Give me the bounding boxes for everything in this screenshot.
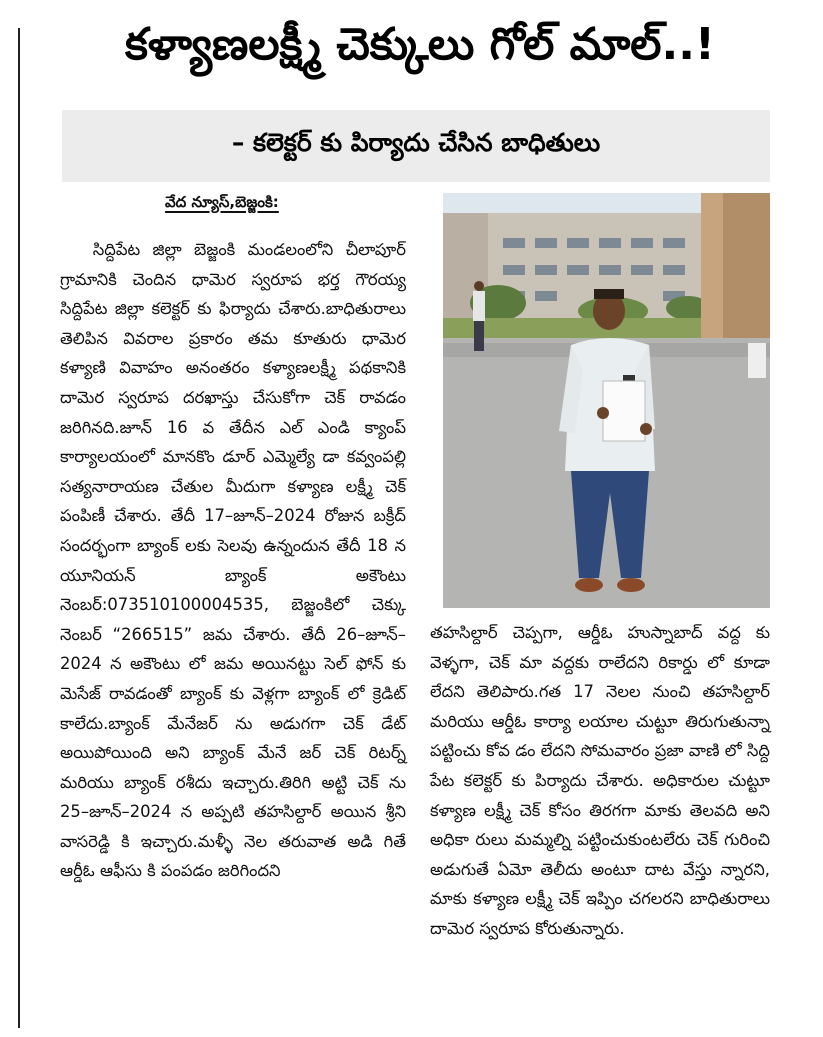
photo-illustration: [443, 193, 770, 608]
news-photo: [443, 193, 770, 608]
column-rule: [18, 28, 20, 1028]
subheadline-banner: [62, 110, 770, 182]
body-paragraph-left: సిద్దిపేట జిల్లా బెజ్జంకి మండలంలోని చీలాపూర్ గ్రామానికి చెందిన ధామెర స్వరూప భర్త గౌరయ్య సిద్దిపేట జిల్లా కలెక్టర్ కు ఫిర్యాదు చేశారు.బాధితురాలు తెలిపిన వివరాల ప్రకారం తమ కూతురు ధామెర కళ్యాణి వివాహం అనంతరం కళ్యాణలక్ష్మీ పథకానికి దామెర స్వరూప దరఖాస్తు చేసుకోగా చెక్ రావడం జరిగినది.జూన్ 16 వ తేదీన ఎల్ ఎండి క్యాంప్ కార్యాలయంలో మానకొం డూర్ ఎమ్మెల్యే డా కవ్వంపల్లి సత్యనారాయణ చేతుల మీదుగా కళ్యాణ లక్ష్మీ చెక్ పంపిణీ చేశారు. తేదీ 17–జూన్–2024 రోజున బక్రీద్ సందర్భంగా బ్యాంక్ లకు సెలవు ఉన్నందున తేదీ 18 న యూనియన్ బ్యాంక్ అకౌంటు నెంబర్:073510100004535, బెజ్జంకిలో చెక్కు నెంబర్ “266515” జమ చేశారు. తేదీ 26–జూన్–2024 న అకౌంటు లో జమ అయినట్టు సెల్ ఫోన్ కు మెసేజ్ రావడంతో బ్యాంక్ కు వెళ్లగా బ్యాంక్ లో క్రెడిట్ కాలేదు.బ్యాంక్ మేనేజర్ ను అడుగగా చెక్ డేట్ అయిపోయింది అని బ్యాంక్ మేనే జర్ చెక్ రిటర్న్ మరియు బ్యాంక్ రశీదు ఇచ్చారు.తిరిగి అట్టి చెక్ ను 25–జూన్–2024 న అప్పటి తహసిల్దార్ అయిన శ్రీని వాసరెడ్డి కి ఇచ్చారు.మళ్ళీ నెల తరువాత అడి గితే ఆర్డీఓ ఆఫీసు కి పంపడం జరిగిందని: [60, 240, 406, 881]
headline: కళ్యాణలక్ష్మీ చెక్కులు గోల్ మాల్..!: [124, 19, 715, 70]
article-body-right: [430, 618, 770, 998]
body-paragraph-right: తహసిల్దార్ చెప్పగా, ఆర్డీఓ హుస్నాబాద్ వద్ద కు వెళ్ళగా, చెక్ మా వద్దకు రాలేదని రికార్డు లో కూడా లేదని తెలిపారు.గత 17 నెలల నుంచి తహసిల్దార్ మరియు ఆర్డీఓ కార్యా లయాల చుట్టూ తిరుగుతున్నా పట్టించు కోవ డం లేదని సోమవారం ప్రజా వాణి లో సిద్ది పేట కలెక్టర్ కు పిర్యాదు చేశారు. అధికారుల చుట్టూ కళ్యాణ లక్ష్మీ చెక్ కోసం తిరగగా మాకు తెలవది అని అధికా రులు మమ్మల్ని పట్టించుకుంటలేరు చెక్ గురించి అడుగుతే ఏమో తెలీదు అంటూ దాట వేస్తు న్నారని, మాకు కళ్యాణ లక్ష్మీ చెక్ ఇప్పిం చగలరని బాధితురాలు దామెర స్వరూప కోరుతున్నారు.: [430, 623, 770, 938]
article-body-left: [60, 235, 406, 1025]
byline: వేద న్యూస్,బెజ్జంకి:: [165, 193, 279, 211]
subheadline: – కలెక్టర్ కు పిర్యాదు చేసిన బాధితులు: [231, 128, 601, 157]
